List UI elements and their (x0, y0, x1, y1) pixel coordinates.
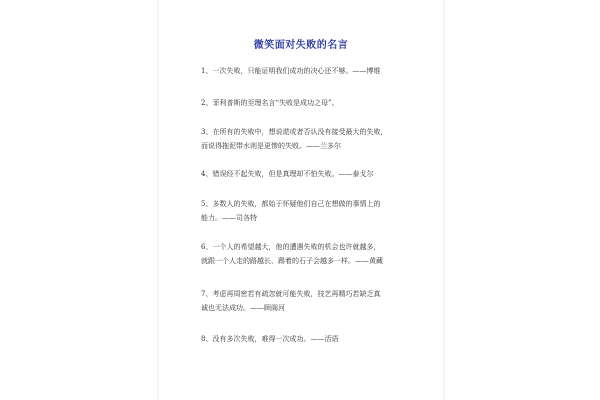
quote-line: 能力。——司各特 (201, 214, 257, 222)
quote-line: 1、一次失败，只能证明我们成功的决心还不够。——博维 (201, 67, 381, 75)
document-sheet (158, 0, 444, 400)
quote-line: 3、在所有的失败中，想说谎或者否认没有接受最大的失败， (201, 128, 388, 136)
quote-line: 2、菲利普斯的至理名言“失败是成功之母”。 (201, 99, 339, 107)
quote-item-2 (201, 96, 417, 110)
quote-item-7 (201, 287, 417, 315)
quote-line: 诚也无法成功。——顾阁河 (201, 304, 285, 312)
quote-line: 就跟一个人走的路越长，踢着的石子会越多一样。——黄藏 (201, 257, 383, 265)
quote-item-6 (201, 240, 417, 268)
document-title: 微笑面对失败的名言 (253, 40, 349, 51)
quote-item-4 (201, 167, 417, 181)
quote-item-5 (201, 197, 417, 225)
quote-line: 而说得拖泥带水则是更惨的失败。——兰多尔 (201, 142, 341, 150)
quote-item-3 (201, 125, 417, 153)
quote-line: 7、考虑再周密若有疏忽就可能失败，技艺再精巧若缺乏真 (201, 290, 381, 298)
quote-line: 6、一个人的希望越大，他的遭遇失败的机会也许就越多， (201, 243, 381, 251)
quote-line: 4、错误经不起失败，但是真理却不怕失败。——泰戈尔 (201, 170, 374, 178)
quote-line: 5、多数人的失败，都始于怀疑他们自己在想做的事情上的 (201, 200, 381, 208)
quote-item-8 (201, 332, 417, 346)
quote-item-1 (201, 64, 417, 78)
quote-line: 8、没有多次失败，难得一次成功。——活语 (201, 335, 339, 343)
